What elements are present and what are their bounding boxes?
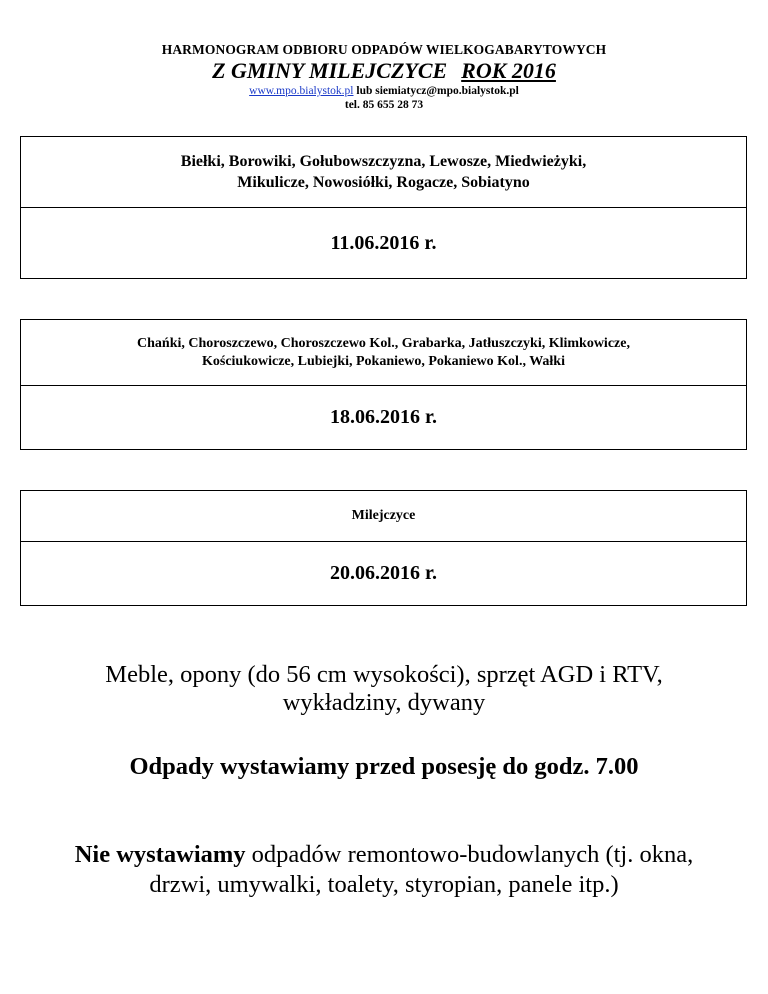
placement-notice: Odpady wystawiamy przed posesję do godz. 7.00	[129, 753, 639, 780]
warning-text: odpadów remontowo-budowlanych (tj. okna,	[245, 841, 694, 868]
places-line: Biełki, Borowiki, Gołubowszczyzna, Lewosze, Miedwieżyki,	[180, 153, 587, 170]
schedule-places-2	[21, 320, 746, 386]
places-line: Mikulicze, Nowosiółki, Rogacze, Sobiatyno	[237, 174, 530, 191]
schedule-box-3	[20, 490, 747, 606]
subtitle-gmina: Z GMINY MILEJCZYCE	[212, 58, 448, 83]
document-header	[0, 42, 768, 112]
places-line: Kościukowicze, Lubiejki, Pokaniewo, Pokaniewo Kol., Wałki	[201, 353, 565, 369]
places-line: Chańki, Choroszczewo, Choroszczewo Kol., Grabarka, Jatłuszczyki, Klimkowicze,	[137, 335, 630, 351]
schedule-places-1	[21, 137, 746, 208]
accepted-items-line: Meble, opony (do 56 cm wysokości), sprzęt AGD i RTV,	[105, 661, 663, 688]
excluded-waste-warning	[0, 840, 768, 900]
website-link[interactable]: www.mpo.bialystok.pl	[249, 85, 354, 97]
contact-line	[0, 84, 768, 98]
warning-emphasis: Nie wystawiamy	[74, 841, 246, 868]
schedule-date-1: 11.06.2016 r.	[330, 231, 437, 254]
accepted-items-line: wykładziny, dywany	[282, 689, 486, 716]
schedule-places-3: Milejczyce	[21, 491, 746, 542]
warning-text-line2: drzwi, umywalki, toalety, styropian, panele itp.)	[149, 871, 619, 898]
phone-number: tel. 85 655 28 73	[344, 99, 424, 111]
schedule-date-2: 18.06.2016 r.	[329, 406, 438, 428]
subtitle-year: ROK 2016	[461, 58, 556, 83]
schedule-box-1	[20, 136, 747, 279]
schedule-date-3: 20.06.2016 r.	[329, 562, 438, 584]
contact-separator: lub	[353, 85, 376, 97]
schedule-box-2	[20, 319, 747, 450]
document-title: HARMONOGRAM ODBIORU ODPADÓW WIELKOGABARYTOWYCH	[161, 42, 607, 57]
accepted-items	[0, 661, 768, 717]
email-address: siemiatycz@mpo.bialystok.pl	[375, 85, 519, 97]
document-subtitle	[0, 59, 768, 83]
